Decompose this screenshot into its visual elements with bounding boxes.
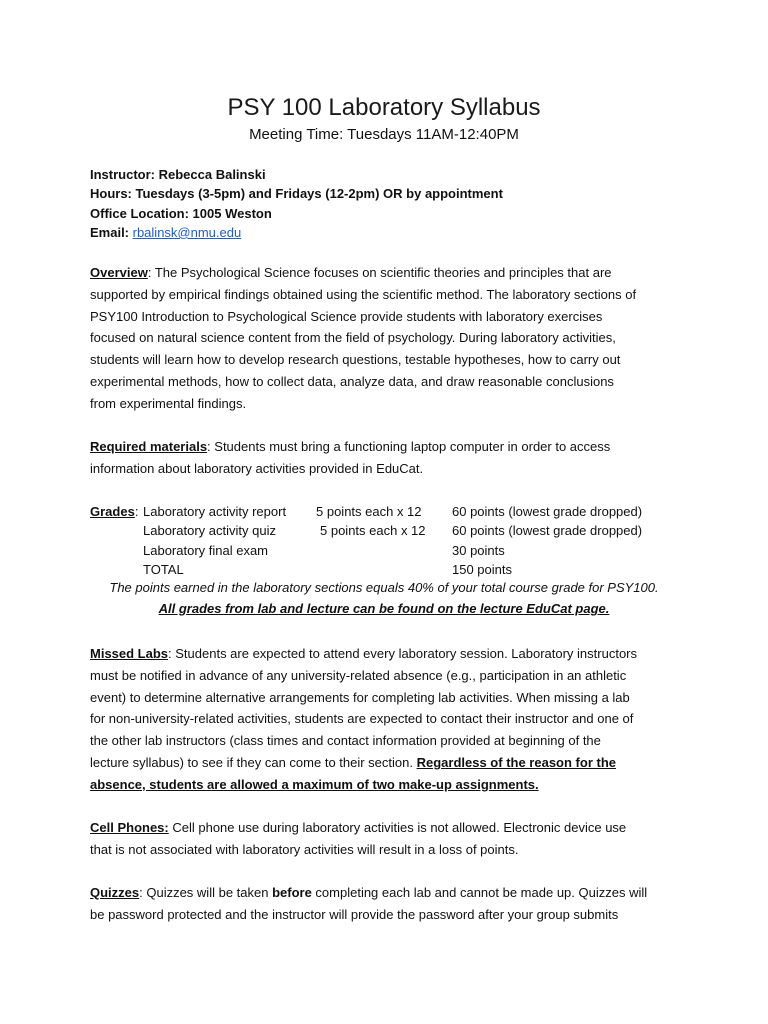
grade-each: 5 points each x 12	[320, 523, 426, 539]
quizzes-emphasis: before	[272, 885, 312, 900]
overview-text: experimental methods, how to collect data, analyze data, and draw reasonable conclusions	[90, 373, 614, 389]
overview-section	[90, 262, 682, 415]
grade-each: 5 points each x 12	[316, 504, 422, 519]
email-link[interactable]: rbalinsk@nmu.edu	[132, 224, 242, 240]
materials-text: information about laboratory activities provided in EduCat.	[90, 460, 424, 476]
quizzes-text: be password protected and the instructor will provide the password after your group submits	[90, 906, 619, 922]
grades-colon: :	[134, 504, 139, 519]
grade-row	[90, 521, 690, 540]
grade-row	[90, 541, 690, 560]
document-title: PSY 100 Laboratory Syllabus	[227, 94, 541, 121]
cell-phones-section	[90, 817, 682, 861]
missed-labs-text: for non-university-related activities, students are expected to contact their instructor and one of	[90, 711, 634, 727]
cell-phones-heading: Cell Phones:	[90, 820, 169, 835]
email-label: Email:	[90, 224, 133, 240]
overview-heading: Overview	[90, 265, 148, 280]
grade-item: TOTAL	[143, 561, 184, 577]
grade-points: 30 points	[452, 542, 505, 558]
missed-labs-text: event) to determine alternative arrangements for completing lab activities. When missing a lab	[90, 689, 630, 705]
quizzes-text: completing each lab and cannot be made up. Quizzes will	[311, 885, 648, 900]
missed-labs-section	[90, 643, 682, 796]
overview-text: PSY100 Introduction to Psychological Science provide students with laboratory exercises	[90, 308, 603, 324]
grade-points: 150 points	[452, 561, 512, 577]
grades-location-note: All grades from lab and lecture can be found on the lecture EduCat page.	[158, 601, 610, 616]
missed-labs-text: the other lab instructors (class times and contact information provided at beginning of the	[90, 733, 601, 749]
grades-section	[90, 502, 690, 579]
meeting-time: Meeting Time: Tuesdays 11AM-12:40PM	[249, 126, 519, 143]
cell-phones-text: that is not associated with laboratory activities will result in a loss of points.	[90, 841, 519, 857]
office-hours: Hours: Tuesdays (3-5pm) and Fridays (12-2pm) OR by appointment	[90, 186, 503, 202]
instructor-info	[90, 165, 690, 242]
grade-row	[90, 502, 690, 521]
email-row	[90, 223, 690, 242]
grade-item: Laboratory activity report	[143, 504, 287, 519]
makeup-policy: absence, students are allowed a maximum of two make-up assignments.	[90, 776, 539, 792]
makeup-policy: Regardless of the reason for the	[416, 754, 616, 770]
materials-heading: Required materials	[90, 439, 208, 454]
materials-section	[90, 436, 682, 480]
overview-text: : The Psychological Science focuses on scientific theories and principles that are	[147, 265, 612, 280]
grade-item: Laboratory final exam	[143, 542, 269, 558]
quizzes-section	[90, 882, 682, 926]
grade-row	[90, 560, 690, 579]
quizzes-heading: Quizzes	[90, 885, 140, 900]
missed-labs-text: must be notified in advance of any university-related absence (e.g., participation in an athletic	[90, 667, 627, 683]
quizzes-text: : Quizzes will be taken	[139, 885, 273, 900]
grade-percentage-note: The points earned in the laboratory sections equals 40% of your total course grade for PSY100.	[109, 580, 659, 595]
instructor-name: Instructor: Rebecca Balinski	[90, 167, 266, 182]
overview-text: students will learn how to develop research questions, testable hypotheses, how to carry out	[90, 352, 621, 368]
grade-points: 60 points (lowest grade dropped)	[452, 504, 643, 519]
overview-text: from experimental findings.	[90, 395, 247, 411]
overview-text: supported by empirical findings obtained using the scientific method. The laboratory sections of	[90, 286, 637, 302]
cell-phones-text: Cell phone use during laboratory activities is not allowed. Electronic device use	[168, 820, 627, 835]
overview-text: focused on natural science content from the field of psychology. During laboratory activities,	[90, 330, 616, 346]
missed-labs-text: lecture syllabus) to see if they can come to their section.	[90, 754, 417, 770]
materials-text: : Students must bring a functioning laptop computer in order to access	[207, 439, 611, 454]
grades-heading: Grades	[90, 504, 135, 519]
missed-labs-heading: Missed Labs	[90, 646, 169, 661]
office-location: Office Location: 1005 Weston	[90, 205, 272, 221]
grade-item: Laboratory activity quiz	[143, 523, 276, 539]
grade-points: 60 points (lowest grade dropped)	[452, 523, 643, 539]
missed-labs-text: : Students are expected to attend every laboratory session. Laboratory instructors	[168, 646, 638, 661]
